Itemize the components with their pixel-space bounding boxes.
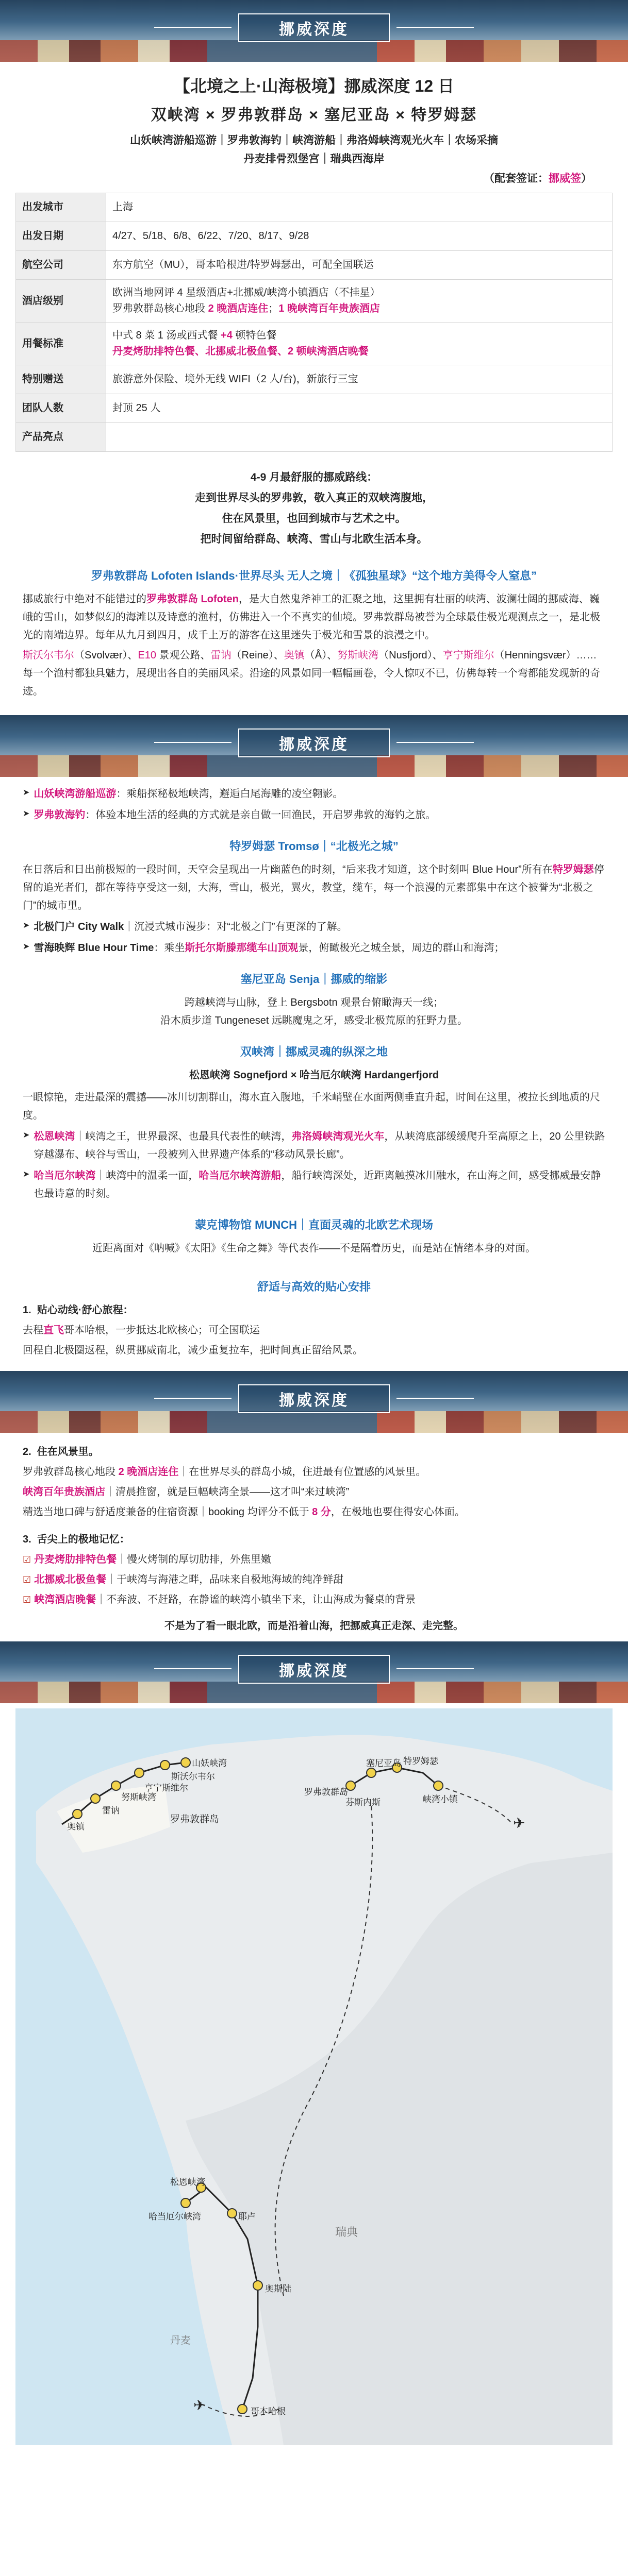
check-icon: ☑ [23,1594,31,1605]
map-svg [15,1708,613,2445]
map-label: 努斯峡湾 [121,1792,156,1802]
munch-heading: 蒙克博物馆 MUNCH｜直面灵魂的北欧艺术现场 [195,1218,433,1231]
banner-title: 挪威深度 [279,1391,349,1410]
visa-note: （配套签证：挪威签） [484,173,592,184]
map-label: 斯沃尔韦尔 [171,1771,215,1782]
check-icon: ☑ [23,1574,31,1585]
map-label: 哥本哈根 [251,2406,286,2416]
map-label: 哈当厄尔峡湾 [148,2211,201,2222]
page-title: 【北境之上·山海极境】挪威深度 12 日 [173,77,455,95]
comfort-heading: 舒适与高效的贴心安排 [257,1280,371,1293]
banner-section-3 [0,1371,628,1433]
fjord-heading: 双峡湾｜挪威灵魂的纵深之地 [240,1045,388,1058]
map-label: 丹麦 [170,2334,191,2346]
table-row: 航空公司 东方航空（MU），哥本哈根进/特罗姆瑟出，可配全国联运 [16,251,613,280]
map-label: 塞尼亚岛 [366,1758,401,1768]
keywords-line-2: 丹麦排骨烈堡宫｜瑞典西海岸 [243,153,385,165]
svg-text:✈: ✈ [513,1815,525,1831]
table-row: 特别赠送 旅游意外保险、境外无线 WIFI（2 人/台)，新旅行三宝 [16,365,613,394]
banner-top [0,0,628,62]
route-map [15,1708,613,2445]
banner-title: 挪威深度 [279,735,349,754]
lofoten-heading: 罗弗敦群岛 Lofoten Islands·世界尽头 无人之境｜《孤独星球》“这个地方美得令人窒息” [91,569,537,582]
map-label: 雷讷 [102,1805,120,1816]
map-label: 松恩峡湾 [170,2177,205,2187]
keywords-line-1: 山妖峡湾游船巡游｜罗弗敦海钓｜峡湾游船｜弗洛姆峡湾观光火车｜农场采摘 [130,134,498,146]
map-label: 奥斯陆 [265,2283,291,2294]
table-row: 酒店级别 欧洲当地网评 4 星级酒店+北挪威/峡湾小镇酒店（不挂星） 罗弗敦群岛核心地段 2 晚酒店连住；1 晚峡湾百年贵族酒店 [16,280,613,323]
map-label: 瑞典 [335,2225,358,2239]
lofoten-activities: ➤ 山妖峡湾游船巡游：乘船探秘极地峡湾，邂逅白尾海雕的凌空翱影。 ➤ 罗弗敦海钓：体验本地生活的经典的方式就是亲自做一回渔民，开启罗弗敦的海钓之旅。 [23,788,436,821]
map-label: 奥镇 [67,1821,85,1832]
fjord-body: 松恩峡湾 Sognefjord × 哈当厄尔峡湾 Hardangerfjord 一眼惊艳，走进最深的震撼——冰川切割群山，海水直入腹地，千米峭壁在水面两侧垂直升起，时间在这里，被拉长到地质的尺度。 ➤ 松恩峡湾｜峡湾之王，世界最深、也最具代表性的峡湾，弗洛姆峡湾观光火车，从峡湾底部缓缓爬升至高原之上，20 公里铁路穿越瀑布、峡谷与雪山，一段被列入世界遗产体系的“移动风景长廊”。 ➤ 哈当厄尔峡湾｜峡湾中的温柔一面，哈当厄尔峡湾游船，船行峡湾深处，近距离触摸冰川融水，在山海之间，感受挪威最安静也最诗意的时刻。 [23,1069,605,1199]
banner-title: 挪威深度 [279,1662,349,1680]
map-label: 山妖峡湾 [192,1758,227,1768]
visa-value: 挪威签 [549,173,581,184]
banner-title-box [238,13,390,42]
map-label: 亨宁斯维尔 [144,1783,188,1793]
tromso-body: 在日落后和日出前极短的一段时间，天空会呈现出一片幽蓝色的时刻，“后来我才知道，这个时刻叫 Blue Hour”所有在特罗姆瑟停留的追光者们，都在等待享受这一刻，大海，雪山，极光，翼火，教堂，缆车，每一个浪漫的元素都集中在这个被誉为“北极之门”的城市里。 ➤ 北极门户 City Walk｜沉浸式城市漫步：对“北极之门”有更深的了解。 ➤ 雪海映辉 Blue Hour Time：乘坐斯托尔斯滕那缆车山顶观景，俯瞰极光之城全景，周边的群山和海湾； [23,863,604,954]
senja-heading: 塞尼亚岛 Senja｜挪威的缩影 [240,972,388,986]
banner-title: 挪威深度 [279,21,349,39]
map-label: 芬斯内斯 [345,1797,381,1807]
banner-section-4 [0,1641,628,1703]
route-title: 双峡湾 × 罗弗敦群岛 × 塞尼亚岛 × 特罗姆瑟 [151,107,477,124]
tromso-heading: 特罗姆瑟 Tromsø｜“北极光之城” [229,839,399,853]
table-row: 出发城市 上海 [16,193,613,222]
lofoten-body: 挪威旅行中绝对不能错过的罗弗敦群岛 Lofoten，是大自然鬼斧神工的汇聚之地，这里拥有壮丽的峡湾、波澜壮阔的挪威海、巍峨的雪山，如梦似幻的海滩以及诗意的渔村，仿佛进入一个不真实的仙境。罗弗敦群岛被誉为全球最佳极光观测点之一，是北极光的南端边界。每年从九月到四月，成千上万的游客在这里迷失于极光和雪景的浪漫之中。 斯沃尔韦尔（Svolvær）、E10 景观公路、雷讷（Reine）、奥镇（Å）、努斯峡湾（Nusfjord）、亨宁斯维尔（Henningsvær）……每一个渔村都独具魅力，展现出各自的美丽风采。沿途的风景如同一幅幅画卷，令人惊叹不已，仿佛每转一个弯都能发现新的奇迹。 [23,593,600,697]
table-row: 产品亮点 [16,423,613,452]
munch-body: 近距离面对《呐喊》《太阳》《生命之舞》等代表作——不是隔着历史，而是站在情绪本身的对面。 [92,1242,536,1254]
map-label: 罗弗敦群岛 [170,1814,220,1825]
table-row: 团队人数 封顶 25 人 [16,394,613,423]
banner-section-2 [0,715,628,777]
check-icon: ☑ [23,1554,31,1565]
table-row: 用餐标准 中式 8 菜 1 汤或西式餐 +4 顿特色餐 丹麦烤肋排特色餐、北挪威北极鱼餐、2 顿峡湾酒店晚餐 [16,323,613,365]
map-label: 耶卢 [238,2211,256,2222]
comfort-part-2: 2. 住在风景里。 罗弗敦群岛核心地段 2 晚酒店连住｜在世界尽头的群岛小城，住进最有位置感的风景里。 峡湾百年贵族酒店｜清晨推窗，就是巨幅峡湾全景——这才叫“来过峡湾” 精选当地口碑与舒适度兼备的住宿资源｜booking 均评分不低于 8 分，在极地也要住得安心体面。 3. 舌尖上的极地记忆： ☑ 丹麦烤肋排特色餐｜慢火烤制的厚切肋排，外焦里嫩 ☑ 北挪威北极鱼餐｜于峡湾与海港之畔，品味来自极地海域的纯净鲜甜 ☑ 峡湾酒店晚餐｜不奔波、不赶路，在静谧的峡湾小镇坐下来，让山海成为餐桌的背景 不是为了看一眼北欧，而是沿着山海，把挪威真正走深、走完整。 [23,1446,465,1632]
map-label: 特罗姆瑟 [403,1756,438,1766]
svg-text:✈: ✈ [193,2397,206,2413]
table-row: 出发日期 4/27、5/18、6/8、6/22、7/20、8/17、9/28 [16,222,613,251]
comfort-part-1: 1. 贴心动线·舒心旅程： 去程直飞哥本哈根，一步抵达北欧核心；可全国联运 回程自北极圈返程，纵贯挪威南北，减少重复拉车，把时间真正留给风景。 [23,1304,363,1356]
map-label: 罗弗敦群岛 [304,1787,348,1797]
info-table [15,193,613,452]
banner-houses [0,40,628,62]
intro: 4-9 月最舒服的挪威路线： 走到世界尽头的罗弗敦，敬入真正的双峡湾腹地， 住在风景里，也回到城市与艺术之中。 把时间留给群岛、峡湾、雪山与北欧生活本身。 [195,471,433,545]
senja-body: 跨越峡湾与山脉，登上 Bergsbotn 观景台俯瞰海天一线； 沿木质步道 Tungeneset 远眺魔鬼之牙，感受北极荒原的狂野力量。 [160,996,468,1026]
map-label: 峡湾小镇 [423,1794,458,1804]
